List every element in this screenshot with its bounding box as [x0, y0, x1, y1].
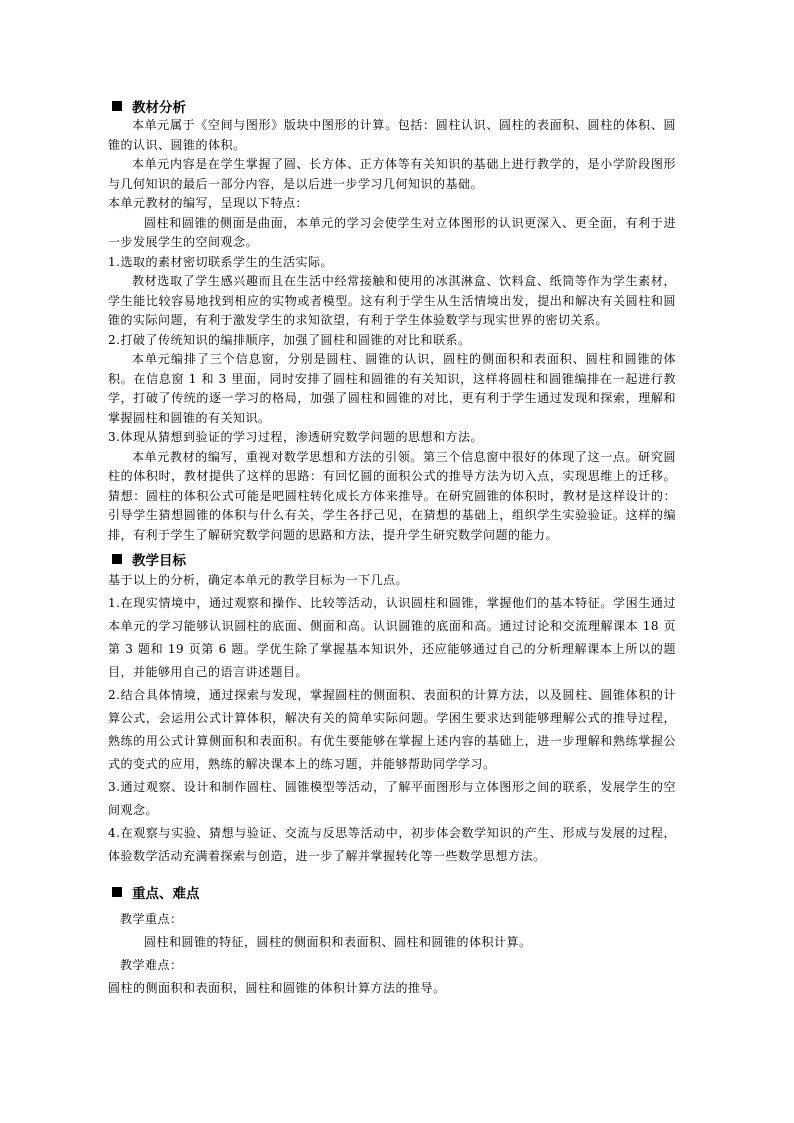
subheading: 1.选取的素材密切联系学生的生活实际。 [108, 254, 333, 269]
paragraph: 本单元教材的编写，呈现以下特点： [108, 196, 309, 210]
paragraph: 基于以上的分析，确定本单元的教学目标为一下几点。 [108, 573, 409, 587]
paragraph: 本单元内容是在学生掌握了圆、长方体、正方体等有关知识的基础上进行教学的，是小学阶段图形与几何知识的最后一部分内容，是以后进一步学习几何知识的基础。 [108, 157, 676, 191]
paragraph: 本单元编排了三个信息窗，分别是圆柱、圆锥的认识，圆柱的侧面积和表面积、圆柱和圆锥的体积。在信息窗 1 和 3 里面，同时安排了圆柱和圆锥的有关知识，这样将圆柱和圆锥编排在一起进行教学，打破了传统的逐一学习的格局，加强了圆柱和圆锥的对比，更有利于学生通过发现和探索，理解和掌握圆柱和圆锥的有关知识。 [108, 352, 676, 425]
paragraph: 本单元教材的编写，重视对数学思想和方法的引领。第三个信息窗中很好的体现了这一点。研究圆柱的体积时，教材提供了这样的思路：有回忆圆的面积公式的推导方法为切入点，实现思维上的迁移。猜想：圆柱的体积公式可能是吧圆柱转化成长方体来推导。在研究圆锥的体积时，教材是这样设计的：引导学生猜想圆锥的体积与什么有关，学生各抒己见，在猜想的基础上，组织学生实验验证。这样的编排，有利于学生了解研究数学问题的思路和方法，提升学生研究数学问题的能力。 [108, 449, 676, 542]
paragraph: 圆柱和圆锥的特征，圆柱的侧面积和表面积、圆柱和圆锥的体积计算。 [144, 935, 532, 949]
paragraph: 圆柱和圆锥的侧面是曲面，本单元的学习会使学生对立体图形的认识更深入、更全面，有利于进一步发展学生的空间观念。 [108, 215, 676, 249]
section-heading-goals [108, 549, 676, 569]
square-bullet-icon [112, 887, 122, 897]
paragraph: 本单元属于《空间与图形》版块中图形的计算。包括：圆柱认识、圆柱的表面积、圆柱的体积、圆锥的认识、圆锥的体积。 [108, 118, 676, 152]
subheading: 2.打破了传统知识的编排顺序，加强了圆柱和圆锥的对比和联系。 [108, 332, 471, 347]
square-bullet-icon [112, 101, 122, 111]
section-title: 重点、难点 [132, 886, 200, 902]
goal-item: 4.在观察与实验、猜想与验证、交流与反思等活动中，初步体会数学知识的产生、形成与发展的过程，体验数学活动充满着探索与创造，进一步了解并掌握转化等一些数学思想方法。 [108, 826, 676, 863]
square-bullet-icon [112, 554, 122, 564]
label: 教学难点： [120, 958, 183, 972]
section-title: 教材分析 [132, 100, 186, 116]
paragraph: 圆柱的侧面积和表面积，圆柱和圆锥的体积计算方法的推导。 [108, 981, 446, 995]
section-heading-key-points [108, 882, 676, 902]
label: 教学重点： [120, 912, 183, 926]
document-page [108, 96, 676, 1000]
goal-item: 3.通过观察、设计和制作圆柱、圆锥模型等活动，了解平面图形与立体图形之间的联系，发展学生的空间观念。 [108, 780, 676, 817]
section-title: 教学目标 [132, 553, 186, 569]
subheading: 3.体现从猜想到验证的学习过程，渗透研究数学问题的思想和方法。 [108, 430, 483, 444]
goal-item: 2.结合具体情境，通过探索与发现，掌握圆柱的侧面积、表面积的计算方法，以及圆柱、圆锥体积的计算公式，会运用公式计算体积，解决有关的简单实际问题。学困生要求达到能够理解公式的推导过程，熟练的用公式计算侧面积和表面积。有优生要能够在掌握上述内容的基础上，进一步理解和熟练掌握公式的变式的应用，熟练的解决课本上的练习题，并能够帮助同学学习。 [108, 688, 676, 771]
goal-item: 1.在现实情境中，通过观察和操作、比较等活动，认识圆柱和圆锥，掌握他们的基本特征。学困生通过本单元的学习能够认识圆柱的底面、侧面和高。认识圆锥的底面和高。通过讨论和交流理解课本 18 页第 3 题和 19 页第 6 题。学优生除了掌握基本知识外，还应能够通过自己的分析理解课本上所以的题目，并能够用自己的语言讲述题目。 [108, 596, 676, 679]
section-heading-analysis [108, 96, 676, 116]
paragraph: 教材选取了学生感兴趣而且在生活中经常接触和使用的冰淇淋盒、饮料盒、纸筒等作为学生素材，学生能比较容易地找到相应的实物或者模型。这有利于学生从生活情境出发，提出和解决有关圆柱和圆锥的实际问题，有利于激发学生的求知欲望，有利于学生体验数学与现实世界的密切关系。 [108, 274, 676, 327]
